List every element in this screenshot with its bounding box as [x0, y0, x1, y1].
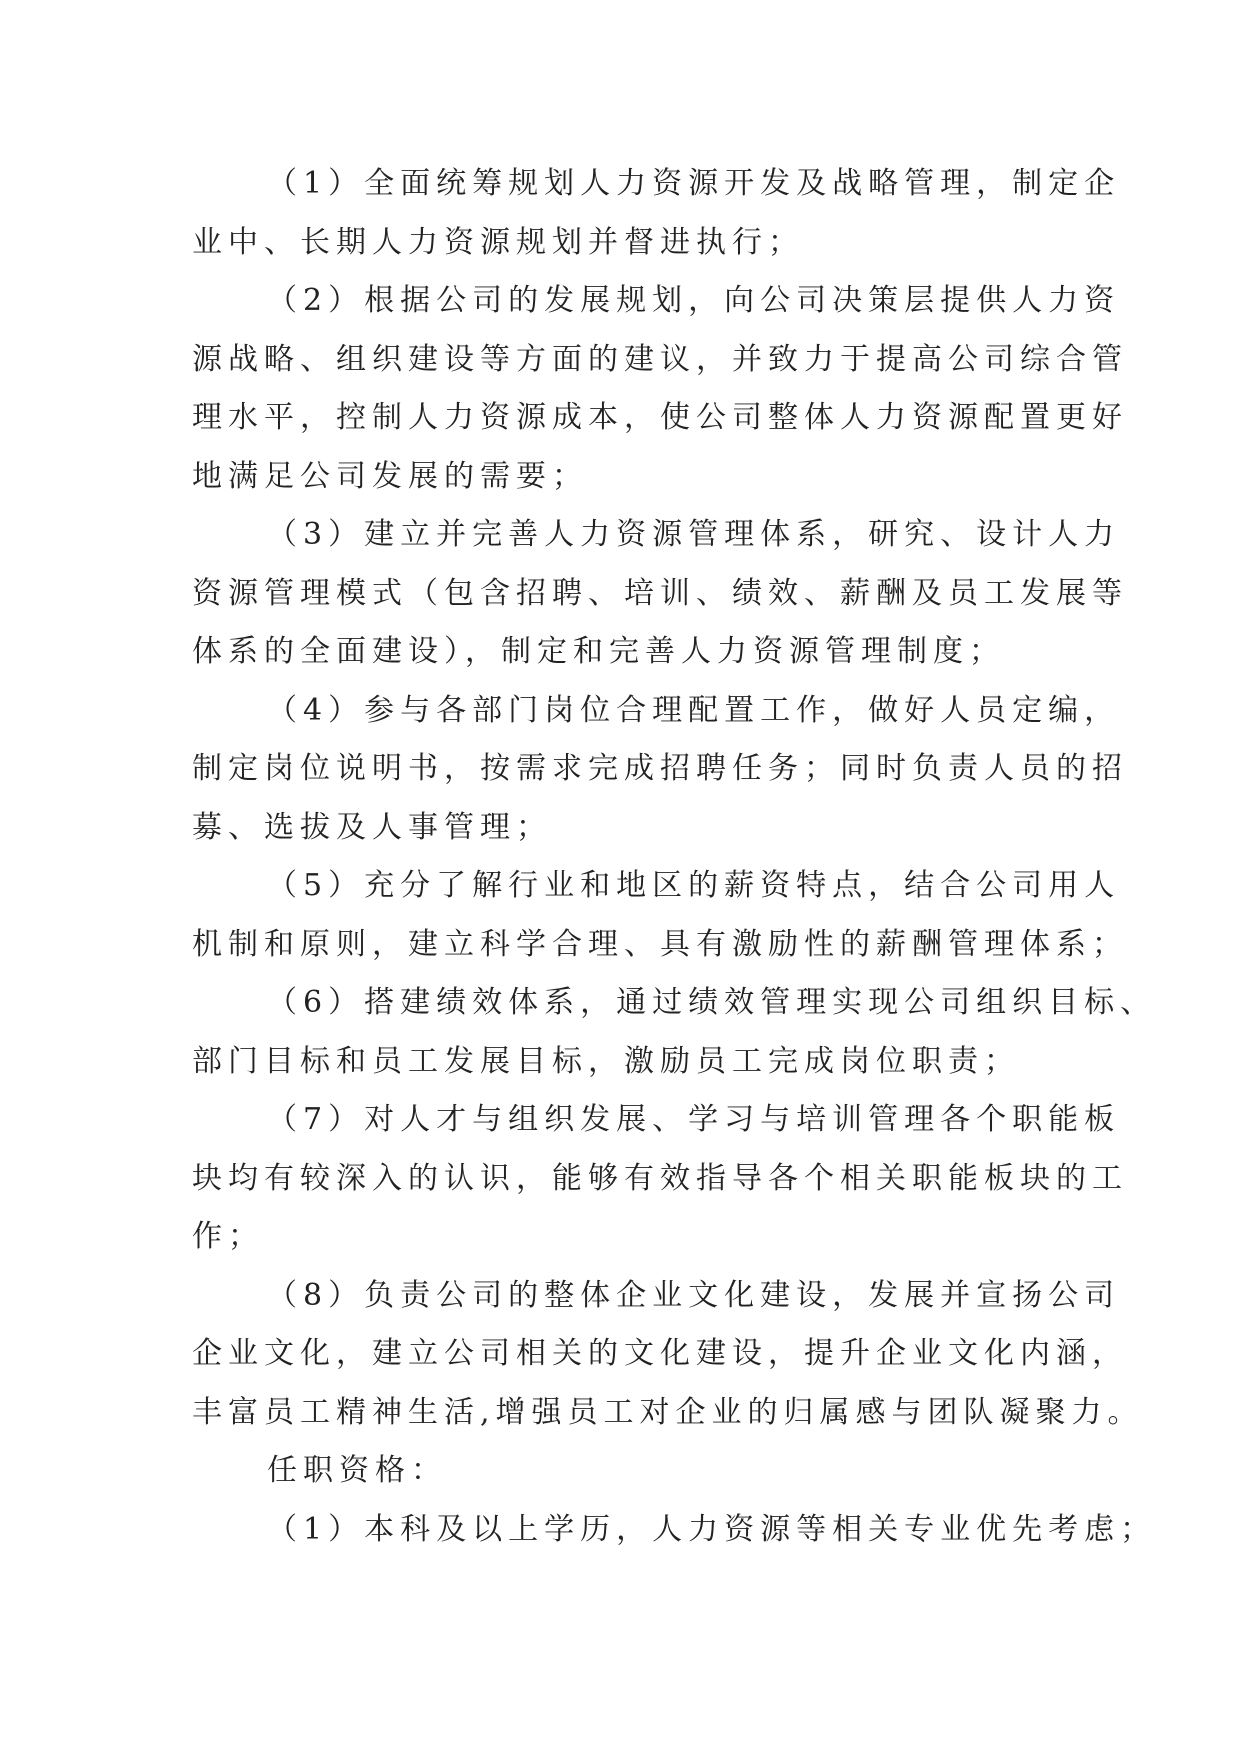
text-line: （1）本科及以上学历，人力资源等相关专业优先考虑；: [267, 1511, 1157, 1547]
text-line: 块均有较深入的认识，能够有效指导各个相关职能板块的工: [192, 1160, 1128, 1196]
text-line: 部门目标和员工发展目标，激励员工完成岗位职责；: [192, 1043, 1020, 1079]
text-line: 机制和原则，建立科学合理、具有激励性的薪酬管理体系；: [192, 926, 1128, 962]
text-line: 地满足公司发展的需要；: [192, 458, 588, 494]
text-line: （3）建立并完善人力资源管理体系，研究、设计人力: [267, 517, 1121, 552]
text-line: （2）根据公司的发展规划，向公司决策层提供人力资: [267, 283, 1121, 318]
text-line: （8）负责公司的整体企业文化建设，发展并宣扬公司: [267, 1277, 1121, 1313]
text-line: 业中、长期人力资源规划并督进执行；: [192, 224, 804, 260]
text-line: （7）对人才与组织发展、学习与培训管理各个职能板: [267, 1102, 1121, 1137]
text-line: （4）参与各部门岗位合理配置工作，做好人员定编，: [267, 692, 1121, 728]
text-line: 体系的全面建设），制定和完善人力资源管理制度；: [192, 634, 1005, 669]
text-line: 作；: [192, 1219, 264, 1254]
text-line: （5）充分了解行业和地区的薪资特点，结合公司用人: [267, 868, 1121, 903]
text-line: 企业文化，建立公司相关的文化建设，提升企业文化内涵，: [192, 1336, 1128, 1371]
text-line: （6）搭建绩效体系，通过绩效管理实现公司组织目标、: [267, 985, 1157, 1020]
text-line: 任职资格：: [267, 1453, 447, 1488]
text-line: 制定岗位说明书，按需求完成招聘任务；同时负责人员的招: [192, 751, 1128, 786]
text-line: 资源管理模式（包含招聘、培训、绩效、薪酬及员工发展等: [192, 575, 1128, 611]
text-line: （1）全面统筹规划人力资源开发及战略管理，制定企: [267, 166, 1121, 201]
text-line: 募、选拔及人事管理；: [192, 809, 552, 845]
document-body: [192, 155, 1157, 1559]
text-line: 源战略、组织建设等方面的建议，并致力于提高公司综合管: [192, 341, 1128, 377]
text-line: 丰富员工精神生活,增强员工对企业的归属感与团队凝聚力。: [192, 1394, 1144, 1430]
text-line: 理水平，控制人力资源成本，使公司整体人力资源配置更好: [192, 400, 1128, 435]
